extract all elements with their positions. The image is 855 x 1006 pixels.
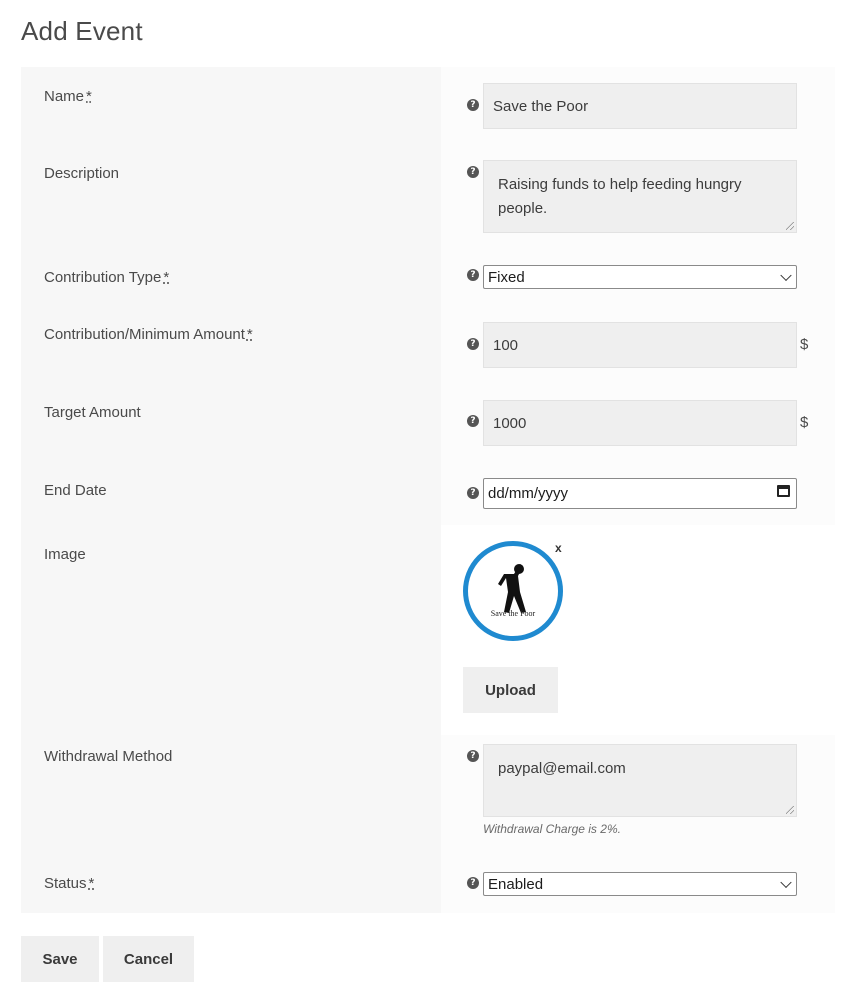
question-circle-icon[interactable]: ? — [467, 415, 479, 427]
target-amount-label: Target Amount — [44, 404, 141, 421]
name-label: Name * — [44, 88, 92, 105]
required-marker: * — [163, 269, 170, 286]
required-marker: * — [86, 88, 92, 105]
end-date-label: End Date — [44, 482, 107, 499]
description-textarea[interactable]: Raising funds to help feeding hungry people. — [483, 160, 797, 233]
question-circle-icon[interactable]: ? — [467, 487, 479, 499]
chevron-down-icon — [780, 270, 791, 281]
close-icon[interactable]: x — [555, 541, 562, 555]
withdrawal-method-label: Withdrawal Method — [44, 748, 173, 765]
status-select[interactable]: Enabled — [483, 872, 797, 896]
end-date-input[interactable]: dd/mm/yyyy — [483, 478, 797, 509]
required-marker: * — [88, 875, 95, 892]
resize-grip-icon[interactable] — [786, 222, 794, 230]
question-circle-icon[interactable]: ? — [467, 338, 479, 350]
currency-symbol: $ — [800, 414, 809, 431]
chevron-down-icon — [780, 877, 791, 888]
question-circle-icon[interactable]: ? — [467, 877, 479, 889]
thumbnail-caption: Save the Poor — [490, 609, 536, 618]
question-circle-icon[interactable]: ? — [467, 750, 479, 762]
required-marker: * — [246, 326, 253, 343]
contribution-amount-input[interactable]: 100 — [483, 322, 797, 368]
contribution-type-label: Contribution Type * — [44, 269, 170, 286]
upload-button[interactable]: Upload — [463, 667, 558, 713]
page-title: Add Event — [21, 16, 143, 46]
withdrawal-charge-hint: Withdrawal Charge is 2%. — [483, 822, 621, 836]
currency-symbol: $ — [800, 336, 809, 353]
target-amount-input[interactable]: 1000 — [483, 400, 797, 446]
contribution-type-select[interactable]: Fixed — [483, 265, 797, 289]
resize-grip-icon[interactable] — [786, 806, 794, 814]
calendar-icon[interactable] — [777, 485, 790, 497]
cancel-button[interactable]: Cancel — [103, 936, 194, 982]
save-button[interactable]: Save — [21, 936, 99, 982]
contribution-amount-label: Contribution/Minimum Amount * — [44, 326, 253, 343]
question-circle-icon[interactable]: ? — [467, 269, 479, 281]
name-input[interactable]: Save the Poor — [483, 83, 797, 129]
withdrawal-method-textarea[interactable]: paypal@email.com — [483, 744, 797, 817]
description-label: Description — [44, 165, 120, 182]
question-circle-icon[interactable]: ? — [467, 99, 479, 111]
image-label: Image — [44, 546, 86, 563]
person-cheering-icon — [468, 546, 558, 636]
question-circle-icon[interactable]: ? — [467, 166, 479, 178]
status-label: Status * — [44, 875, 95, 892]
event-image-thumbnail — [463, 541, 563, 641]
event-form — [21, 67, 835, 913]
